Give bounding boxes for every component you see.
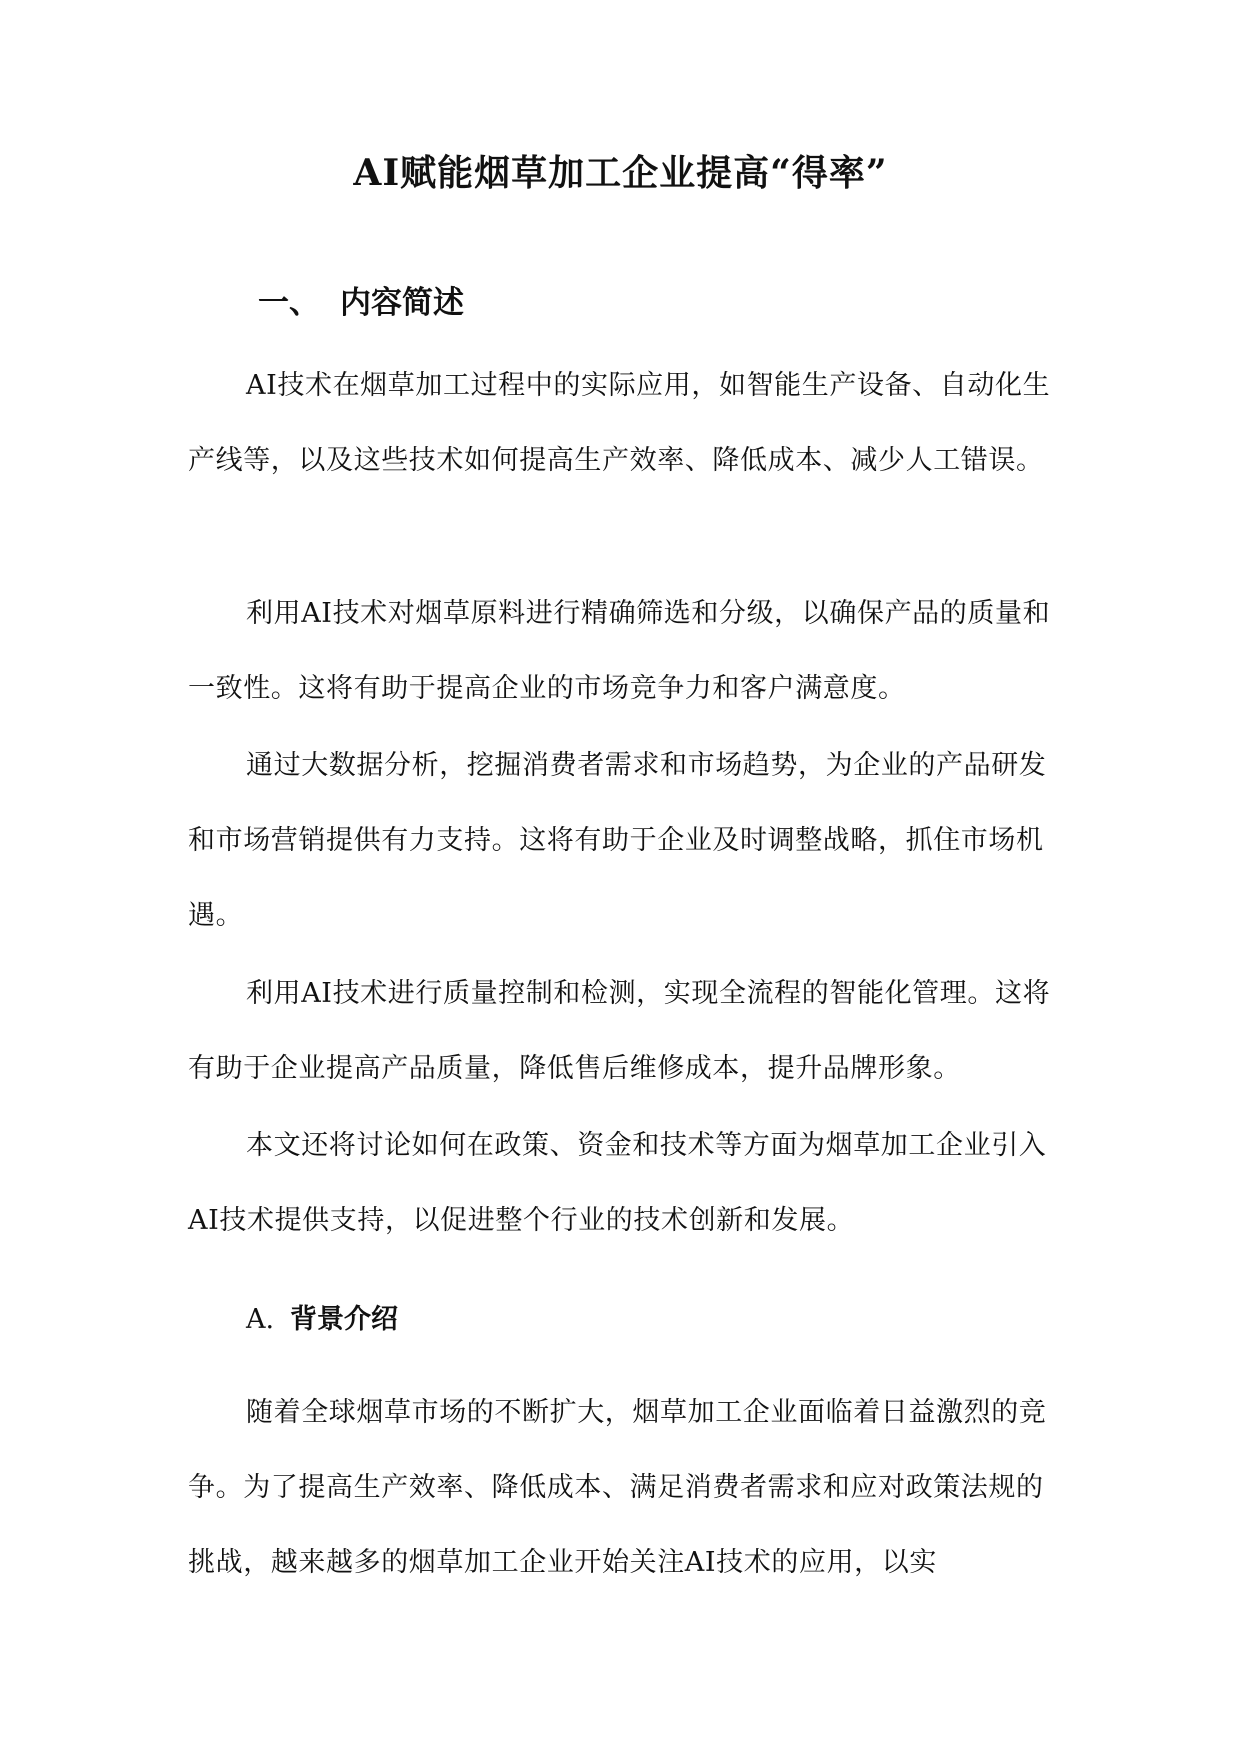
- paragraph: 随着全球烟草市场的不断扩大，烟草加工企业面临着日益激烈的竞争。为了提高生产效率、降低成本、满足消费者需求和应对政策法规的挑战，越来越多的烟草加工企业开始关注AI技术的应用，以实: [188, 1397, 1047, 1578]
- paragraph: 通过大数据分析，挖掘消费者需求和市场趋势，为企业的产品研发和市场营销提供有力支持。这将有助于企业及时调整战略，抓住市场机遇。: [188, 750, 1047, 931]
- section-title: 内容简述: [340, 285, 464, 321]
- paragraph: 利用AI技术对烟草原料进行精确筛选和分级，以确保产品的质量和一致性。这将有助于提高企业的市场竞争力和客户满意度。: [188, 598, 1051, 704]
- paragraph: 利用AI技术进行质量控制和检测，实现全流程的智能化管理。这将有助于企业提高产品质量，降低售后维修成本，提升品牌形象。: [188, 978, 1051, 1084]
- paragraph: AI技术在烟草加工过程中的实际应用，如智能生产设备、自动化生产线等，以及这些技术如何提高生产效率、降低成本、减少人工错误。: [188, 370, 1051, 476]
- subsection-letter: A.: [246, 1304, 275, 1335]
- section-heading: [258, 280, 464, 326]
- paragraph: 本文还将讨论如何在政策、资金和技术等方面为烟草加工企业引入AI技术提供支持，以促进整个行业的技术创新和发展。: [188, 1130, 1047, 1236]
- subsection-heading: [246, 1300, 398, 1340]
- section-number: 一、: [258, 285, 320, 321]
- document-title: AI赋能烟草加工企业提高“得率”: [353, 152, 888, 194]
- subsection-title: 背景介绍: [290, 1304, 398, 1335]
